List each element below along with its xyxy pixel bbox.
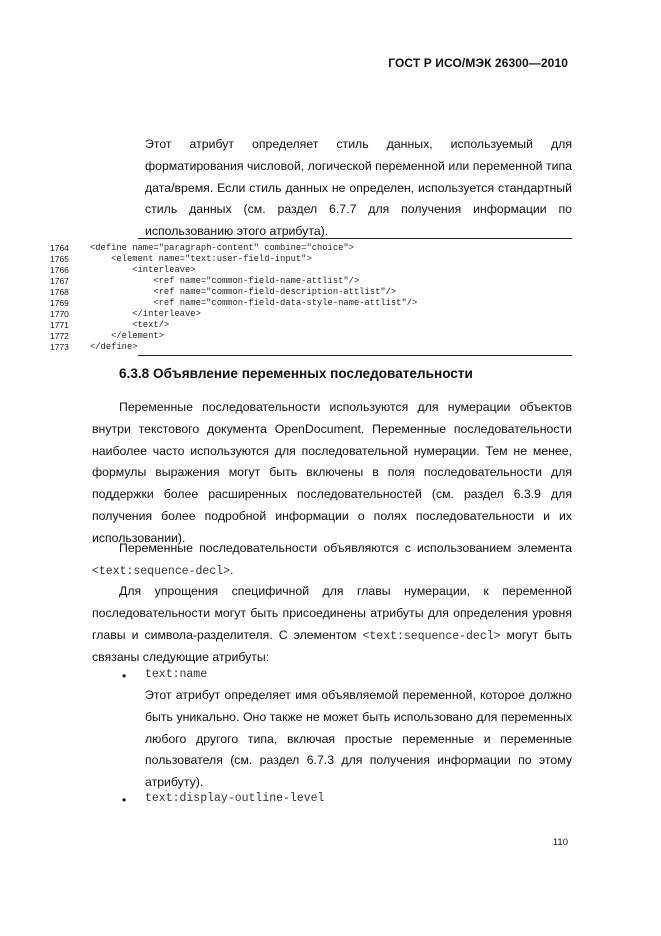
text-segment: главы и символа-разделителя. С элементом [92,627,357,642]
text-line: Этот атрибут определяет имя объявляемой переменной, которое должно [145,688,572,702]
text-line: форматирования числовой, логической переменной или переменной типа [145,158,572,173]
bullet-marker: • [122,793,127,807]
document-header: ГОСТ Р ИСО/МЭК 26300—2010 [388,56,568,70]
attribute-name: text:display-outline-level [145,792,325,805]
inline-code: <text:sequence-decl> [92,564,231,578]
attribute-name: text:name [145,668,208,681]
bullet-1-description [145,685,572,794]
code-text: <ref name="common-field-description-attlist"/> [90,287,397,297]
code-line [50,309,572,320]
code-text: </define> [90,342,138,352]
line-number: 1771 [50,320,69,330]
paragraph-3 [92,581,572,669]
code-text: <interleave> [90,265,196,275]
code-line [50,298,572,309]
text-line [92,560,572,583]
code-line [50,287,572,298]
section-number: 6.3.8 [119,366,150,381]
line-number: 1773 [50,342,69,352]
section-title: Объявление переменных последовательности [153,366,473,381]
code-line [50,265,572,276]
text-line [92,625,572,648]
text-line: связаны следующие атрибуты: [92,650,270,665]
text-line: Переменные последовательности объявляются с использованием элемента [119,541,572,555]
text-line: Переменные последовательности используются для нумерации объектов [119,400,572,414]
line-number: 1765 [50,254,69,264]
text-line: последовательности могут быть присоединены атрибуты для определения уровня [92,605,572,620]
line-number: 1764 [50,243,69,253]
code-text: <ref name="common-field-data-style-name-attlist"/> [90,298,418,308]
section-heading [119,366,473,381]
text-line: использованию этого атрибута). [145,224,329,239]
code-text: </interleave> [90,309,201,319]
code-text: <ref name="common-field-name-attlist"/> [90,276,360,286]
code-line [50,243,572,254]
text-line: использовании). [92,530,186,545]
text-line: внутри текстового документа OpenDocument. Переменные последовательности [92,421,572,436]
text-line: получения более подробной информации о полях последовательности и их [92,508,572,523]
code-line [50,342,572,353]
text-line: поддержки более расширенных последовательностей (см. раздел 6.3.9 для [92,487,572,502]
text-line: быть уникально. Оно также не может быть использовано для переменных [145,709,572,724]
intro-paragraph [145,134,572,243]
code-text: <text/> [90,320,170,330]
paragraph-1 [92,397,572,550]
text-line: Этот атрибут определяет стиль данных, используемый для [145,137,572,151]
text-line: наиболее часто используются для последовательной нумерации. Тем не менее, [92,443,572,458]
code-text: <define name="paragraph-content" combine="choice"> [90,243,354,253]
code-text: </element> [90,331,164,341]
text-line: любого другого типа, включая простые переменные и переменные [145,731,572,746]
line-number: 1768 [50,287,69,297]
line-number: 1767 [50,276,69,286]
text-line: Для упрощения специфичной для главы нумерации, к переменной [119,584,572,598]
line-number: 1770 [50,309,69,319]
page-number: 110 [552,837,568,848]
line-number: 1769 [50,298,69,308]
text-line: формулы выражения могут быть включены в поля последовательности для [92,465,572,480]
bottom-rule [138,355,572,356]
bullet-marker: • [122,669,127,683]
code-text: <element name="text:user-field-input"> [90,254,312,264]
text-line: атрибуту). [145,775,204,790]
text-line: стиль данных (см. раздел 6.7.7 для получения информации по [145,202,572,217]
text-line: пользователя (см. раздел 6.7.3 для получения информации по этому [145,753,572,768]
line-number: 1766 [50,265,69,275]
top-rule [138,238,572,239]
code-line [50,276,572,287]
code-listing [50,238,572,356]
punctuation: . [230,562,234,577]
inline-code: <text:sequence-decl> [362,629,501,643]
line-number: 1772 [50,331,69,341]
code-line [50,331,572,342]
code-line [50,254,572,265]
code-line [50,320,572,331]
text-segment: могут быть [506,627,573,642]
text-line: дата/время. Если стиль данных не определен, используется стандартный [145,180,572,195]
paragraph-2 [92,538,572,583]
